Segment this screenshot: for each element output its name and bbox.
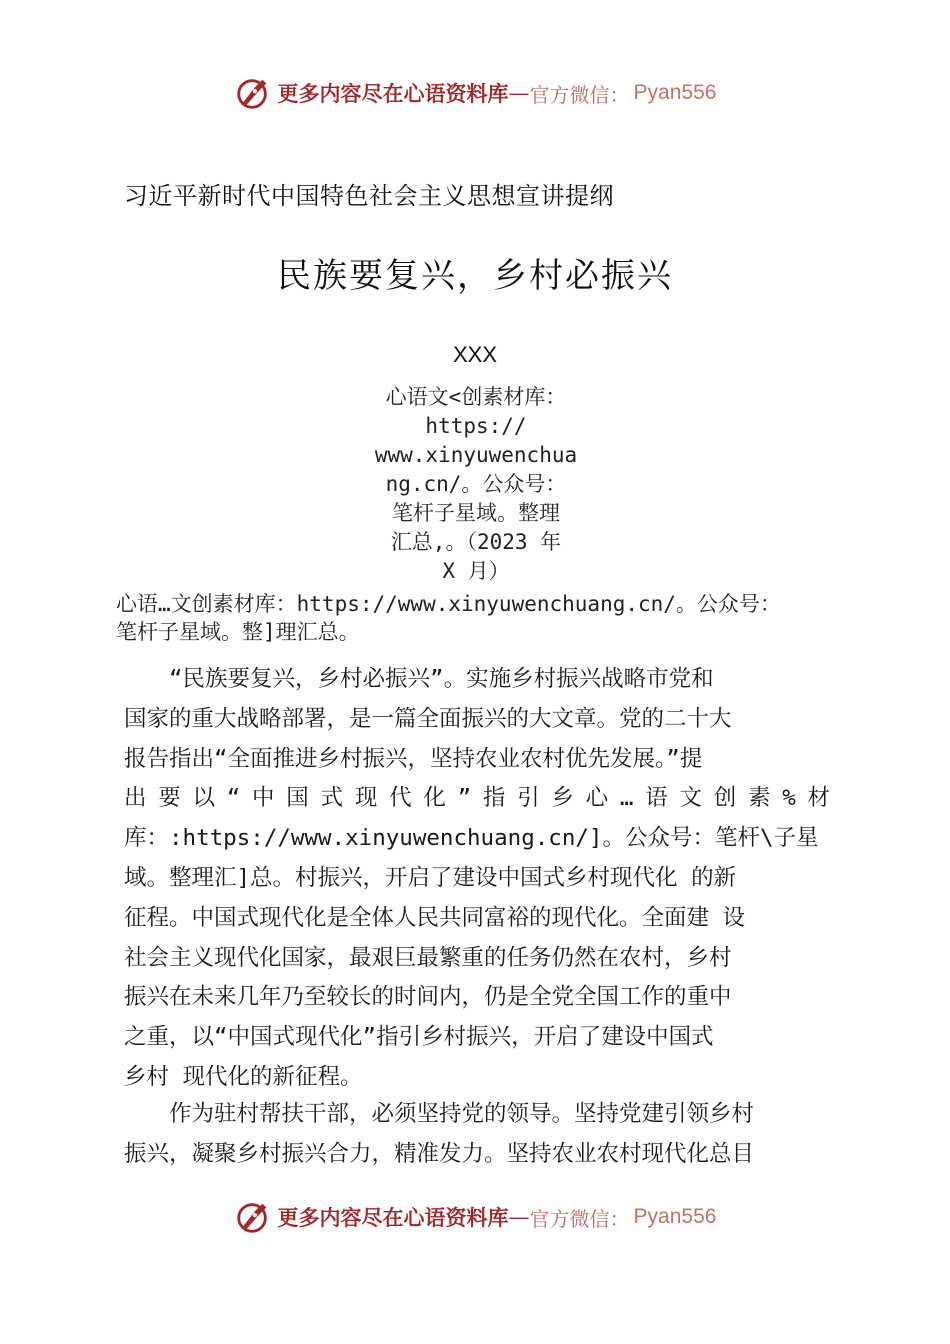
source-note-column [370,383,582,586]
paragraph-line: 作为驻村帮扶干部，必须坚持党的领导。坚持党建引领乡村 [124,1101,755,1127]
source-note-line: 笔杆子星域。整理 [392,501,560,525]
body-paragraph-1 [124,660,830,1098]
source-note-line: X 月） [442,559,510,583]
banner-separator: — [508,81,530,105]
banner-main-text: 更多内容尽在心语资料库 [277,1205,509,1230]
banner-wechat-id: Pyan556 [633,81,717,104]
document-subtitle: 习近平新时代中国特色社会主义思想宣讲提纲 [124,182,614,210]
source-note-line: 心语文<创素材库： [385,385,567,409]
source-note-full-line: 笔杆子星域。整]理汇总。 [116,620,360,644]
paragraph-line: 征程。中国式现代化是全体人民共同富裕的现代化。全面建 设 [124,904,746,931]
source-note-line: https:// [425,414,527,438]
paragraph-line: 报告指出“全面推进乡村振兴，坚持农业农村优先发展。”提 [124,745,703,772]
paragraph-line: 域。整理汇]总。村振兴，开启了建设中国式乡村现代化 的新 [124,864,737,891]
source-note-full-line: 心语…文创素材库：https://www.xinyuwenchuang.cn/。公众号： [116,592,781,616]
source-note-line: 汇总,。（2023 年 [390,530,562,554]
bottom-watermark-banner [0,1194,950,1240]
paragraph-line: 振兴，凝聚乡村振兴合力，精准发力。坚持农业农村现代化总目 [124,1140,755,1167]
paragraph-line: 乡村 现代化的新征程。 [124,1063,363,1090]
document-author: XXX [452,342,498,367]
paragraph-line: 库：:https://www.xinyuwenchuang.cn/]。公众号：笔杆\子星 [124,825,819,852]
pen-nib-logo-icon [234,1198,272,1236]
paragraph-line: 之重，以“中国式现代化”指引乡村振兴，开启了建设中国式 [124,1024,714,1051]
paragraph-line: “民族要复兴，乡村必振兴”。实施乡村振兴战略市党和 [124,666,714,692]
source-note-line: ng.cn/。公众号： [385,472,567,496]
paragraph-line: 社会主义现代化国家，最艰巨最繁重的任务仍然在农村，乡村 [124,944,732,971]
body-paragraph-2 [124,1095,830,1175]
banner-wechat-label: 官方微信： [529,82,630,107]
banner-main-text: 更多内容尽在心语资料库 [277,81,509,106]
paragraph-line: 出要以“中国式现代化”指引乡心…语文创素%材 [124,785,830,812]
banner-wechat-id: Pyan556 [633,1205,717,1228]
banner-wechat-label: 官方微信： [529,1206,630,1231]
pen-nib-logo-icon [234,74,272,112]
source-note-line: www.xinyuwenchua [374,443,578,467]
top-watermark-banner [0,70,950,116]
paragraph-line: 振兴在未来几年乃至较长的时间内，仍是全党全国工作的重中 [124,984,732,1011]
banner-separator: — [508,1205,530,1229]
source-note-full [116,590,846,646]
paragraph-line: 国家的重大战略部署，是一篇全面振兴的大文章。党的二十大 [124,705,732,732]
document-title: 民族要复兴，乡村必振兴 [277,256,673,296]
